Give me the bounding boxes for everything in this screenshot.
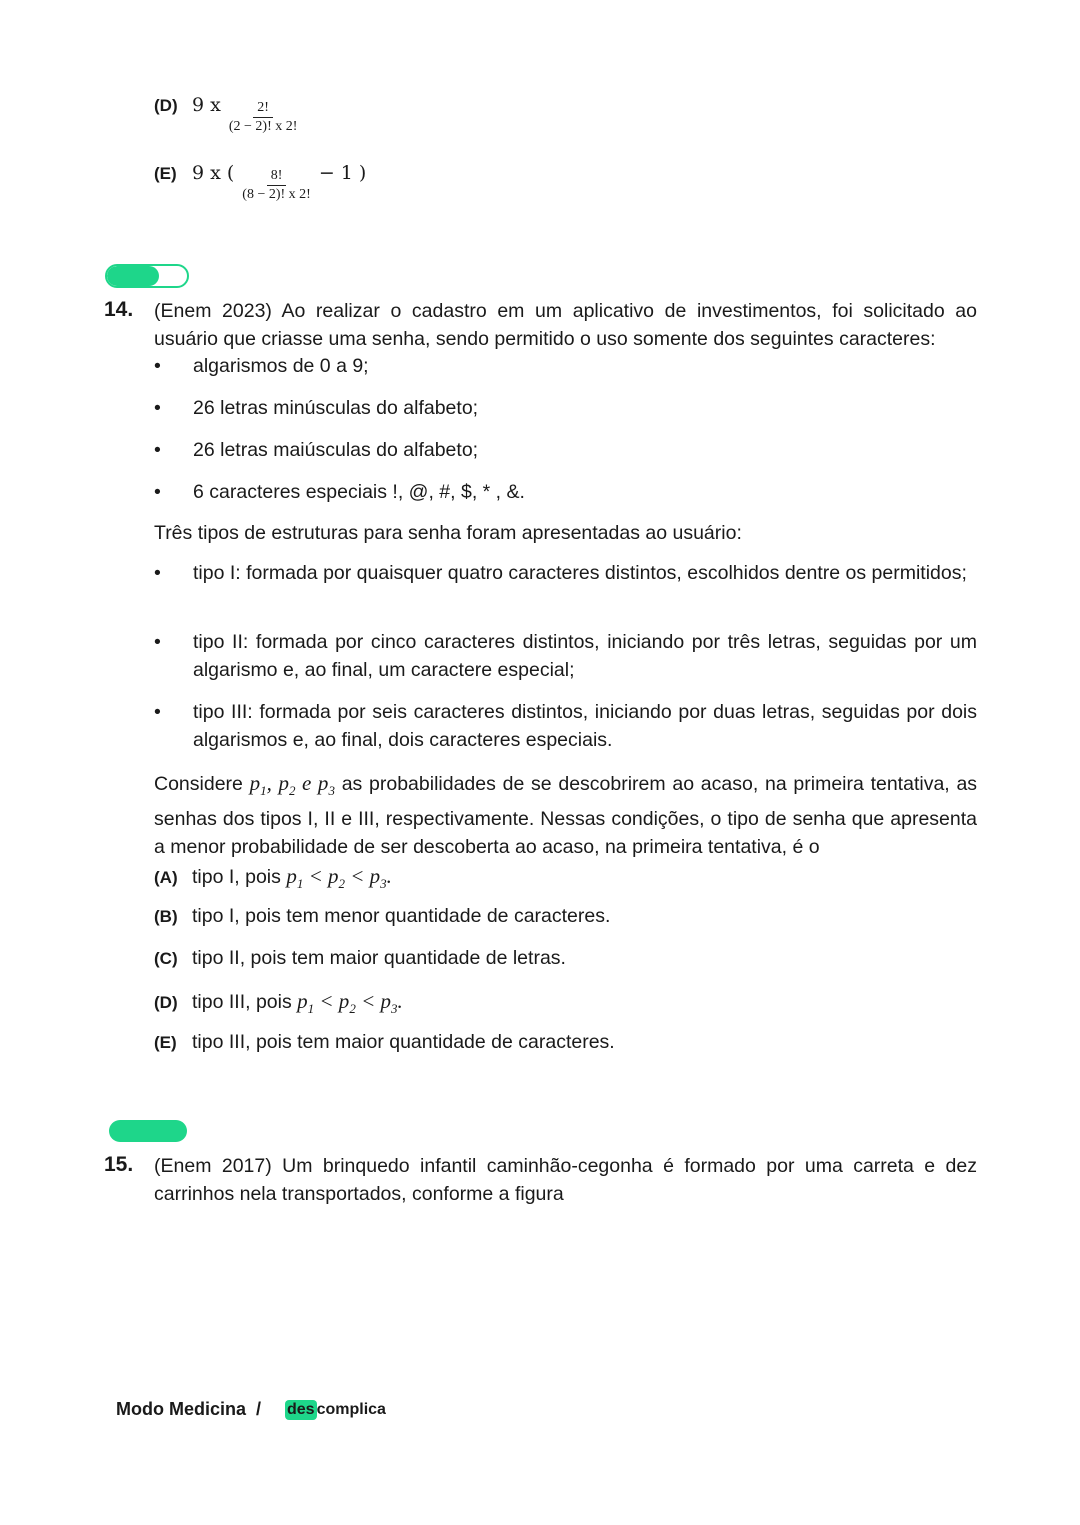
option-a[interactable] [154,864,392,892]
option-label: (E) [154,1033,177,1052]
footer-title [116,1399,261,1420]
question-text: (Enem 2017) Um brinquedo infantil caminhão-cegonha é formado por uma carreta e dez carrinhos nela transportados, conforme a figura [154,1155,977,1205]
difficulty-toggle [105,264,189,288]
option-label: (D) [154,96,178,115]
fraction [225,100,302,135]
option-d[interactable] [154,989,403,1017]
option-label: (A) [154,868,178,887]
list-item: • tipo I: formada por quaisquer quatro caracteres distintos, escolhidos dentre os permitidos; [154,559,977,587]
option-d-prev [154,94,305,135]
math-prefix: 9 x ( [192,162,235,184]
option-e[interactable] [154,1031,615,1054]
type-item: tipo I: formada por quaisquer quatro caracteres distintos, escolhidos dentre os permitidos; [193,562,967,584]
math-suffix: − 1 ) [318,162,367,184]
difficulty-pill [109,1120,187,1142]
consider-text-rest: as probabilidades de se descobrirem ao acaso, na primeira tentativa, as senhas dos tipos I, II e III, respectivamente. Nessas condições, o tipo de senha que apresenta a menor probabilidade de ser descoberta ao acaso, na primeira tentativa, é o [154,773,978,859]
footer-separator: / [256,1399,262,1419]
char-item: 26 letras maiúsculas do alfabeto; [193,439,479,461]
toggle-fill [107,266,159,286]
type-item: tipo II: formada por cinco caracteres distintos, iniciando por três letras, seguidas por um algarismo e, ao final, um caractere especial; [193,631,977,681]
option-e-prev [154,162,366,203]
list-item: • tipo II: formada por cinco caracteres distintos, iniciando por três letras, seguidas por um algarismo e, ao final, um caractere especial; [154,628,977,684]
list-item: • tipo III: formada por seis caracteres distintos, iniciando por duas letras, seguidas por dois algarismos e, ao final, dois caracteres especiais. [154,698,977,754]
question-number: 15. [104,1153,134,1176]
list-item: • 26 letras maiúsculas do alfabeto; [154,436,977,464]
consider-paragraph [154,769,977,861]
char-item: 26 letras minúsculas do alfabeto; [193,397,479,419]
option-text: tipo III, pois tem maior quantidade de caracteres. [192,1031,615,1053]
list-item: • 6 caracteres especiais !, @, #, $, * , &. [154,478,977,506]
numerator: 8! [267,168,287,186]
descomplica-logo [285,1400,386,1420]
option-math: $p_1 < p_2 < p_3$. [297,989,403,1017]
list-item: • algarismos de 0 a 9; [154,352,977,380]
option-label: (C) [154,949,178,968]
option-text: tipo III, pois [192,991,292,1013]
option-text: tipo I, pois tem menor quantidade de caracteres. [192,905,611,927]
numerator: 2! [253,100,273,118]
option-math: $p_1 < p_2 < p_3$. [286,864,392,892]
list-item: • 26 letras minúsculas do alfabeto; [154,394,977,422]
denominator: (2 − 2)! x 2! [228,119,298,134]
option-label: (E) [154,164,177,183]
option-label: (B) [154,907,178,926]
char-item: 6 caracteres especiais !, @, #, $, * , &. [193,481,525,503]
question-number: 14. [104,298,134,321]
option-b[interactable] [154,905,610,928]
option-c[interactable] [154,947,566,970]
option-text: tipo I, pois [192,866,281,888]
fraction [238,168,315,203]
option-label: (D) [154,993,178,1012]
logo-part-a: des [287,1401,315,1418]
math-prefix: 9 x [192,94,221,116]
consider-text: Considere [154,773,243,795]
option-text: tipo II, pois tem maior quantidade de letras. [192,947,566,969]
types-intro: Três tipos de estruturas para senha foram apresentadas ao usuário: [154,522,742,544]
type-item: tipo III: formada por seis caracteres distintos, iniciando por duas letras, seguidas por dois algarismos e, ao final, dois caracteres especiais. [193,701,977,751]
denominator: (8 − 2)! x 2! [242,187,311,202]
probability-vars: $p_1$, $p_2$ e $p_3$ [249,771,335,799]
question-intro: (Enem 2023) Ao realizar o cadastro em um aplicativo de investimentos, foi solicitado ao usuário que criasse uma senha, sendo permitido o uso somente dos seguintes caracteres: [154,300,977,350]
footer-title-text: Modo Medicina [116,1399,246,1419]
logo-part-b: complica [316,1401,386,1418]
char-item: algarismos de 0 a 9; [193,355,369,377]
